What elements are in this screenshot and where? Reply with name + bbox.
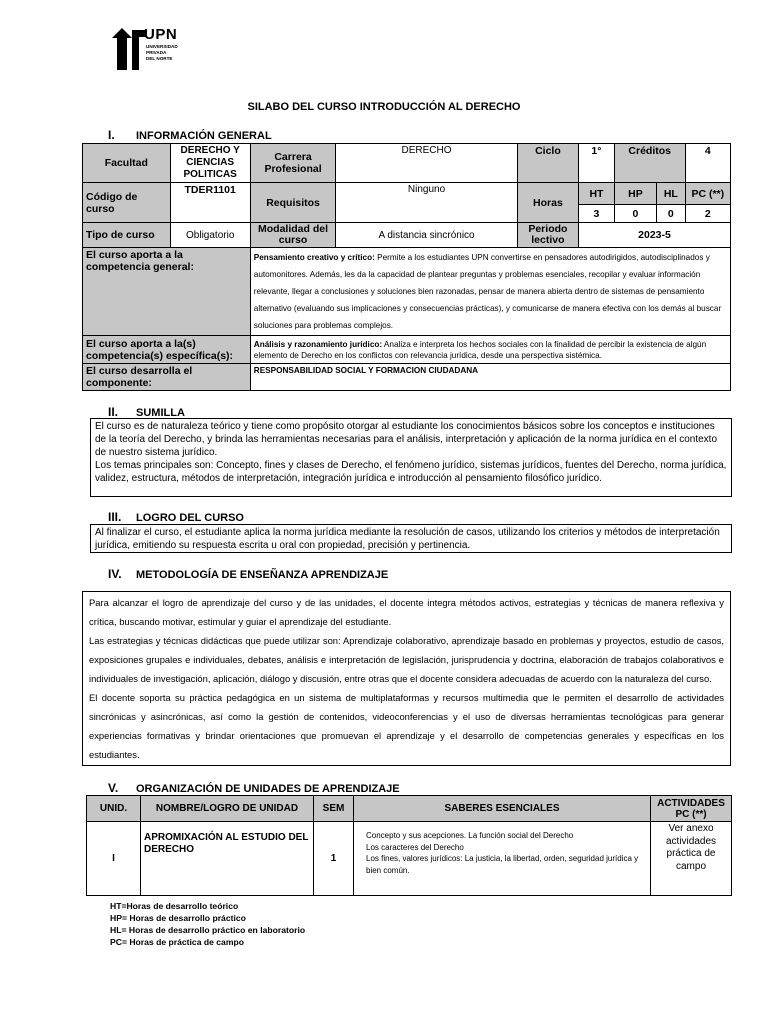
section-heading-2 [108, 405, 185, 419]
periodo-value: 2023-5 [579, 223, 731, 248]
list-item: Los caracteres del Derecho [366, 842, 464, 852]
facultad-label: Facultad [83, 144, 171, 183]
general-info-table [82, 143, 731, 391]
hours-legend [110, 900, 305, 948]
componente-label: El curso desarrolla el componente: [83, 364, 251, 391]
ht-label: HT [579, 183, 615, 205]
ht-value: 3 [579, 205, 615, 223]
section-number: V. [108, 781, 119, 795]
ciclo-value: 1° [579, 144, 615, 183]
metodologia-box [82, 591, 731, 766]
comp-general-bold: Pensamiento creativo y crítico: [253, 253, 375, 262]
metodologia-paragraph-3: El docente soporta su práctica pedagógica en un sistema de multiplataformas y recursos multimedia que le permiten el desarrollo de actividades sincrónicas y asincrónicas, así como la gestión de contenidos, videoconferencias y el uso de diversas herramientas tecnológicas para generar experiencias formativas y brindar orientaciones que promuevan el aprendizaje y el desarrollo de competencias generales y específicas en los estudiantes. [89, 692, 724, 760]
logo-sub2: PRIVADA [146, 50, 167, 55]
hl-label: HL [657, 183, 685, 205]
comp-general-text: Permite a los estudiantes UPN convertirse en pensadores autodirigidos, autodisciplinados y automonitores. Además, les da la capacidad de plantear preguntas y problemas esenciales, recopilar y evaluar información relevante, llegar a conclusiones y soluciones bien razonadas, pensar de manera abierta dentro de sistemas de pensamiento alternativo (evaluando sus implicaciones y consecuencias prácticas), y comunicarse de manera efectiva con los demás al buscar soluciones para problemas complejos. [253, 253, 722, 330]
unit-sem: 1 [314, 822, 354, 896]
document-title: SILABO DEL CURSO INTRODUCCIÓN AL DERECHO [247, 101, 521, 113]
section-label: INFORMACIÓN GENERAL [136, 130, 272, 142]
section-heading-3 [108, 510, 244, 524]
section-number: I. [108, 128, 115, 142]
section-number: III. [108, 510, 122, 524]
legend-item: HT=Horas de desarrollo teórico [110, 901, 239, 911]
section-label: SUMILLA [136, 407, 185, 419]
sumilla-paragraph-1: El curso es de naturaleza teórico y tiene como propósito otorgar al estudiante los conocimientos básicos sobre los conceptos e instituciones de la teoría del Derecho, y brinda las herramientas necesarias para el análisis, interpretación y aplicación de la norma jurídica en el contexto de nuestro sistema jurídico. [95, 421, 718, 458]
section-heading-4 [108, 567, 388, 581]
ciclo-label: Ciclo [517, 144, 578, 183]
creditos-value: 4 [685, 144, 730, 183]
unidades-table [86, 795, 732, 896]
modalidad-label: Modalidad del curso [250, 223, 335, 248]
componente-value: RESPONSABILIDAD SOCIAL Y FORMACION CIUDADANA [250, 364, 730, 391]
sumilla-paragraph-2: Los temas principales son: Concepto, fines y clases de Derecho, el fenómeno jurídico, sistemas jurídicos, fuentes del Derecho, norma jurídica, validez, estructura, métodos de interpretación, integración jurídica e introducción al pensamiento filosófico jurídico. [95, 460, 727, 484]
facultad-value: DERECHO Y CIENCIAS POLITICAS [170, 144, 250, 183]
list-item: Los fines, valores jurídicos: La justicia, la libertad, orden, seguridad jurídica y bien común. [366, 854, 639, 875]
comp-especifica-cell [250, 336, 730, 364]
comp-especifica-label: El curso aporta a la(s) competencia(s) específica(s): [83, 336, 251, 364]
hp-label: HP [614, 183, 656, 205]
logro-box [90, 524, 732, 553]
logo-brand: UPN [144, 26, 178, 43]
section-heading-5 [108, 781, 400, 795]
legend-item: HP= Horas de desarrollo práctico [110, 913, 246, 923]
horas-label: Horas [517, 183, 578, 223]
hl-value: 0 [657, 205, 685, 223]
tipo-label: Tipo de curso [83, 223, 171, 248]
logro-text: Al finalizar el curso, el estudiante aplica la norma jurídica mediante la resolución de casos, utilizando los criterios y métodos de interpretación jurídica, emitiendo su respuesta escrita u oral con propiedad, precisión y pertinencia. [95, 527, 720, 551]
header-saberes: SABERES ESENCIALES [354, 796, 651, 822]
unit-saberes [354, 822, 651, 896]
upn-logo [108, 24, 182, 74]
unit-actividades: Ver anexo actividades práctica de campo [651, 822, 732, 896]
logo-sub3: DEL NORTE [146, 56, 173, 61]
section-heading-1 [108, 128, 272, 142]
section-label: ORGANIZACIÓN DE UNIDADES DE APRENDIZAJE [136, 783, 400, 795]
tipo-value: Obligatorio [170, 223, 250, 248]
unit-name: APROMIXACIÓN AL ESTUDIO DEL DERECHO [141, 822, 314, 896]
unit-number: I [87, 822, 141, 896]
comp-general-label: El curso aporta a la competencia general: [83, 248, 251, 336]
header-nombre: NOMBRE/LOGRO DE UNIDAD [141, 796, 314, 822]
carrera-value: DERECHO [336, 144, 518, 183]
periodo-label: Periodo lectivo [517, 223, 578, 248]
metodologia-paragraph-1: Para alcanzar el logro de aprendizaje del curso y de las unidades, el docente integra métodos activos, estrategias y técnicas de manera reflexiva y crítica, buscando motivar, estimular y guiar el aprendizaje del estudiante. [89, 597, 724, 627]
pc-value: 2 [685, 205, 730, 223]
carrera-label: Carrera Profesional [250, 144, 335, 183]
section-number: II. [108, 405, 119, 419]
list-item: Concepto y sus acepciones. La función social del Derecho [366, 831, 574, 840]
section-label: METODOLOGÍA DE ENSEÑANZA APRENDIZAJE [136, 569, 389, 581]
legend-item: HL= Horas de desarrollo práctico en laboratorio [110, 925, 306, 935]
header-unid: UNID. [87, 796, 141, 822]
section-number: IV. [108, 567, 122, 581]
modalidad-value: A distancia sincrónico [336, 223, 518, 248]
section-label: LOGRO DEL CURSO [136, 512, 244, 524]
table-row [87, 822, 732, 896]
metodologia-paragraph-2: Las estrategias y técnicas didácticas que puede utilizar son: Aprendizaje colaborativo, aprendizaje basado en problemas y proyectos, estudio de casos, exposiciones grupales e individuales, debates, análisis e interpretación de legislación, jurisprudencia y doctrina, elaboración de trabajos colaborativos e individuales de investigación, aplicación, diálogo y discusión, entre otras que el docente considera adecuadas de acuerdo con la naturaleza del curso. [89, 635, 724, 684]
codigo-value: TDER1101 [170, 183, 250, 223]
legend-item: PC= Horas de práctica de campo [110, 937, 244, 947]
requisitos-label: Requisitos [250, 183, 335, 223]
header-actividades: ACTIVIDADES PC (**) [651, 796, 732, 822]
codigo-label: Código de curso [83, 183, 171, 223]
creditos-label: Créditos [614, 144, 685, 183]
comp-especifica-bold: Análisis y razonamiento jurídico: [253, 339, 383, 349]
hp-value: 0 [614, 205, 656, 223]
comp-general-cell [250, 248, 730, 336]
requisitos-value: Ninguno [336, 183, 518, 223]
comp-especifica-text: Analiza e interpreta los hechos sociales con la finalidad de percibir la existencia de algún elemento de Derecho en los conflictos con relevancia jurídica, desde una perspectiva sistémica. [253, 339, 707, 360]
sumilla-box [90, 418, 732, 497]
header-sem: SEM [314, 796, 354, 822]
logo-sub1: UNIVERSIDAD [146, 44, 178, 49]
pc-label: PC (**) [685, 183, 730, 205]
